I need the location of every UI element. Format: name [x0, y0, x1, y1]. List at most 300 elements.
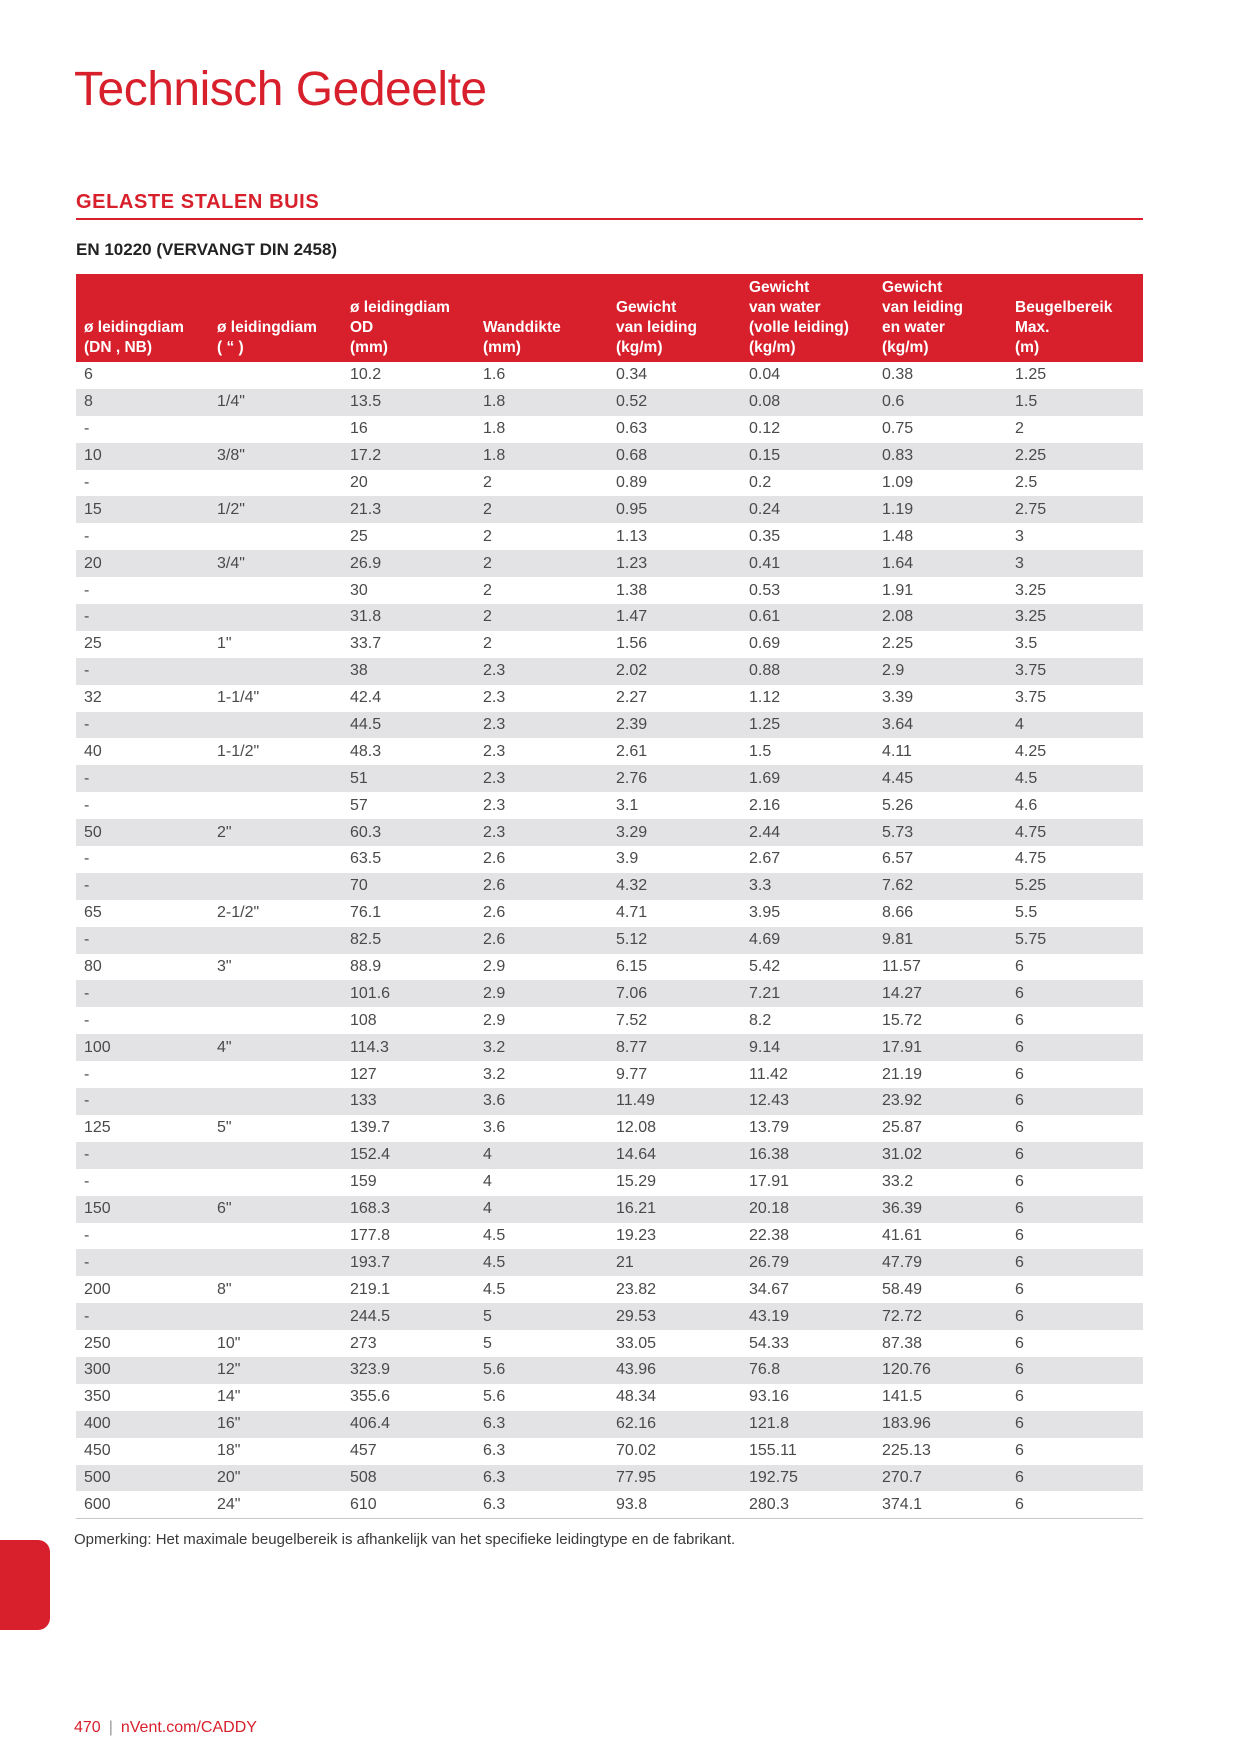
table-cell: 25	[350, 527, 368, 545]
table-cell: 8.2	[749, 1011, 772, 1029]
table-cell: 193.7	[342, 1249, 475, 1276]
table-cell: 6	[1007, 1465, 1143, 1492]
table-cell	[209, 712, 342, 739]
table-cell: 3.2	[483, 1065, 506, 1083]
table-cell: 4.5	[483, 1226, 506, 1244]
table-cell: 0.53	[749, 581, 781, 599]
table-cell: 2.16	[749, 796, 781, 814]
table-row	[76, 1034, 1143, 1061]
footer-site-link[interactable]: nVent.com/CADDY	[120, 1719, 257, 1736]
table-cell: 76.8	[741, 1357, 874, 1384]
table-cell: 41.61	[882, 1226, 923, 1244]
table-cell	[209, 577, 342, 604]
table-cell: 20.18	[741, 1196, 874, 1223]
table-cell: 3/8"	[209, 443, 342, 470]
table-cell: 6	[1007, 1142, 1143, 1169]
table-cell: 2.76	[608, 765, 741, 792]
table-row	[76, 1303, 1143, 1330]
table-cell: 4.5	[483, 1280, 506, 1298]
table-cell: 0.63	[616, 420, 648, 438]
table-cell	[209, 927, 342, 954]
table-row	[76, 550, 1143, 577]
table-cell: 4	[483, 1173, 492, 1191]
table-cell: 12.43	[741, 1088, 874, 1115]
table-row	[76, 496, 1143, 523]
table-cell: 6	[1015, 1388, 1024, 1406]
table-row	[76, 1330, 1143, 1357]
table-cell: 355.6	[350, 1388, 391, 1406]
table-cell: 12.08	[616, 1119, 657, 1137]
table-row	[76, 1061, 1143, 1088]
table-cell: 6"	[209, 1196, 342, 1223]
table-cell: 6	[1007, 1411, 1143, 1438]
table-cell: -	[76, 980, 209, 1007]
table-cell: 2.3	[483, 796, 506, 814]
table-row	[76, 1196, 1143, 1223]
table-cell: 63.5	[350, 850, 382, 868]
table-cell: 72.72	[874, 1303, 1007, 1330]
table-row	[76, 873, 1143, 900]
table-cell: 57	[350, 796, 368, 814]
table-cell: 0.2	[749, 474, 772, 491]
table-cell: 3.2	[475, 1034, 608, 1061]
table-cell: 4	[475, 1196, 608, 1223]
table-cell: 4	[475, 1142, 608, 1169]
table-cell: 2.6	[483, 904, 506, 922]
table-cell: 6.3	[475, 1491, 608, 1518]
table-cell: 40	[84, 742, 102, 760]
table-cell: 2.27	[616, 689, 648, 707]
table-cell: 244.5	[342, 1303, 475, 1330]
table-cell: 34.67	[749, 1280, 790, 1298]
table-cell: 7.21	[741, 980, 874, 1007]
table-cell: 6	[1007, 1034, 1143, 1061]
table-cell: 600	[76, 1491, 209, 1518]
table-cell: 3.5	[1015, 635, 1038, 653]
table-cell: 23.82	[616, 1280, 657, 1298]
table-cell: 50	[76, 819, 209, 846]
table-cell: 6	[84, 366, 93, 384]
table-cell: 31.8	[342, 604, 475, 631]
table-cell: 150	[76, 1196, 209, 1223]
table-cell: -	[84, 1173, 90, 1191]
table-cell	[209, 362, 342, 389]
table-cell: 1/2"	[209, 496, 342, 523]
table-cell: 62.16	[608, 1411, 741, 1438]
table-cell: 2"	[209, 819, 342, 846]
table-cell: 4.6	[1015, 796, 1038, 814]
table-cell: 2	[475, 496, 608, 523]
table-cell: 17.91	[874, 1034, 1007, 1061]
table-cell: 3.9	[616, 850, 639, 868]
table-cell: 1.12	[749, 689, 781, 707]
table-cell: 225.13	[882, 1442, 931, 1460]
table-cell: 6	[1007, 1491, 1143, 1518]
table-cell: 15	[76, 496, 209, 523]
table-cell: 508	[342, 1465, 475, 1492]
table-row	[76, 658, 1143, 685]
table-cell: 65	[84, 904, 102, 922]
table-row	[76, 443, 1143, 470]
table-cell: 2-1/2"	[217, 904, 260, 922]
table-cell: 6	[1015, 1280, 1024, 1298]
table-cell: 9.14	[741, 1034, 874, 1061]
table-cell: 11.49	[608, 1088, 741, 1115]
table-row	[76, 1491, 1143, 1518]
table-cell: 43.19	[741, 1303, 874, 1330]
table-cell: 30	[350, 581, 368, 599]
table-cell: 2.67	[749, 850, 781, 868]
table-cell: -	[84, 1226, 90, 1244]
table-cell: 2	[483, 581, 492, 599]
column-header: Gewicht van leiding en water (kg/m)	[874, 274, 1007, 362]
table-cell: 87.38	[882, 1334, 923, 1352]
table-cell: 133	[342, 1088, 475, 1115]
table-cell: 300	[76, 1357, 209, 1384]
column-header: Wanddikte (mm)	[475, 274, 608, 362]
column-header: Beugelbereik Max. (m)	[1007, 274, 1143, 362]
table-cell: 2.25	[882, 635, 914, 653]
table-cell: 7.62	[874, 873, 1007, 900]
table-cell: 1.6	[483, 366, 506, 384]
table-cell: 6	[1007, 1196, 1143, 1223]
header-row	[76, 274, 1143, 362]
table-cell: 16"	[209, 1411, 342, 1438]
table-cell: 2.3	[475, 765, 608, 792]
table-cell: 5.6	[475, 1357, 608, 1384]
table-cell: 1/4"	[209, 389, 342, 416]
table-cell: 3.64	[874, 712, 1007, 739]
table-row	[76, 685, 1143, 712]
table-cell: 4.5	[475, 1249, 608, 1276]
table-cell: 168.3	[342, 1196, 475, 1223]
table-cell: 0.6	[874, 389, 1007, 416]
table-cell	[209, 416, 342, 443]
table-cell: 127	[350, 1065, 377, 1083]
table-cell: 270.7	[874, 1465, 1007, 1492]
table-cell: 2.9	[483, 958, 506, 976]
table-cell: -	[76, 1303, 209, 1330]
table-cell	[209, 658, 342, 685]
table-cell: 25.87	[882, 1119, 923, 1137]
table-cell: -	[76, 604, 209, 631]
table-cell: 114.3	[342, 1034, 475, 1061]
table-cell: 108	[350, 1011, 377, 1029]
table-row	[76, 1384, 1143, 1411]
table-cell: 350	[84, 1388, 111, 1406]
table-cell: 9.77	[616, 1065, 648, 1083]
table-cell: 4.5	[1007, 765, 1143, 792]
table-cell: 6	[1015, 1226, 1024, 1244]
table-row	[76, 954, 1143, 981]
table-cell: 1.8	[475, 443, 608, 470]
table-cell: 1.48	[882, 527, 914, 545]
table-cell: 6	[1007, 1249, 1143, 1276]
table-cell: -	[84, 850, 90, 868]
table-row	[76, 604, 1143, 631]
table-cell: 4.71	[616, 904, 648, 922]
table-cell: 6.3	[475, 1411, 608, 1438]
table-cell: 11.42	[749, 1065, 788, 1083]
table-cell: 60.3	[342, 819, 475, 846]
pipe-spec-table	[76, 274, 1143, 1519]
column-header: ø leidingdiam (DN , NB)	[76, 274, 209, 362]
table-cell: 33.2	[882, 1173, 914, 1191]
table-cell: -	[76, 873, 209, 900]
table-cell: 25	[84, 635, 102, 653]
table-cell: 8.66	[882, 904, 914, 922]
table-cell: 100	[76, 1034, 209, 1061]
table-cell: -	[76, 658, 209, 685]
table-cell: 6	[1007, 980, 1143, 1007]
table-cell: 9.81	[874, 927, 1007, 954]
table-cell: 6	[1007, 1303, 1143, 1330]
table-cell: 8"	[217, 1280, 232, 1298]
table-header	[76, 274, 1143, 362]
table-row	[76, 792, 1143, 819]
table-cell: 3	[1015, 527, 1024, 545]
table-cell: 1.47	[608, 604, 741, 631]
table-cell: 13.79	[749, 1119, 790, 1137]
table-cell: -	[84, 474, 90, 491]
column-header: Gewicht van water (volle leiding) (kg/m)	[741, 274, 874, 362]
table-cell: 192.75	[741, 1465, 874, 1492]
table-cell: 3.1	[616, 796, 639, 814]
table-cell: 2.9	[475, 980, 608, 1007]
table-cell: 93.16	[749, 1388, 790, 1406]
table-cell: 16.21	[608, 1196, 741, 1223]
table-cell: 0.04	[749, 366, 781, 384]
table-cell: 219.1	[350, 1280, 391, 1298]
table-cell: -	[76, 712, 209, 739]
table-cell: 3	[1007, 550, 1143, 577]
table-cell: 1.09	[882, 474, 914, 491]
table-cell: 323.9	[342, 1357, 475, 1384]
table-cell	[209, 1249, 342, 1276]
table-row	[76, 1007, 1143, 1034]
table-cell: 13.5	[342, 389, 475, 416]
column-header: ø leidingdiam OD (mm)	[342, 274, 475, 362]
table-cell: 47.79	[874, 1249, 1007, 1276]
table-cell	[209, 980, 342, 1007]
table-cell: 93.8	[608, 1491, 741, 1518]
table-cell: 6.3	[483, 1442, 506, 1460]
table-cell: 54.33	[749, 1334, 790, 1352]
table-cell: 5.12	[608, 927, 741, 954]
table-cell: 3.39	[882, 689, 914, 707]
table-row	[76, 738, 1143, 765]
table-cell: 3.29	[608, 819, 741, 846]
table-cell: 82.5	[342, 927, 475, 954]
table-cell: 7.06	[608, 980, 741, 1007]
table-cell: 101.6	[342, 980, 475, 1007]
table-cell: 24"	[209, 1491, 342, 1518]
table-cell: 48.34	[616, 1388, 657, 1406]
table-cell: 10	[76, 443, 209, 470]
table-cell: 2	[475, 550, 608, 577]
page-title: Technisch Gedeelte	[74, 63, 487, 116]
table-cell: 14.64	[608, 1142, 741, 1169]
table-cell: 3/4"	[209, 550, 342, 577]
table-cell: 58.49	[882, 1280, 923, 1298]
table-cell: 0.69	[749, 635, 781, 653]
column-header: Gewicht van leiding (kg/m)	[608, 274, 741, 362]
table-cell: 3.6	[483, 1119, 506, 1137]
table-cell: 22.38	[749, 1226, 790, 1244]
table-cell	[209, 523, 342, 550]
table-cell: 500	[76, 1465, 209, 1492]
table-cell	[209, 1061, 342, 1088]
table-cell: 6	[1007, 1357, 1143, 1384]
table-cell	[209, 846, 342, 873]
table-cell: 2.3	[475, 819, 608, 846]
table-cell: 0.68	[608, 443, 741, 470]
table-cell: 0.34	[616, 366, 648, 384]
table-cell: 32	[84, 689, 102, 707]
standard-subtitle: EN 10220 (VERVANGT DIN 2458)	[76, 240, 338, 259]
table-cell: 250	[84, 1334, 111, 1352]
table-cell: 5	[475, 1303, 608, 1330]
table-cell: 3.75	[1015, 689, 1047, 707]
table-cell: 17.91	[749, 1173, 790, 1191]
table-cell: 152.4	[342, 1142, 475, 1169]
table-row	[76, 1169, 1143, 1196]
table-cell: 2.6	[475, 873, 608, 900]
table-cell: 1.69	[741, 765, 874, 792]
table-cell: 139.7	[350, 1119, 391, 1137]
table-row	[76, 900, 1143, 927]
table-cell	[209, 1007, 342, 1034]
table-cell: 42.4	[350, 689, 382, 707]
table-cell: 2.39	[608, 712, 741, 739]
table-cell: -	[84, 527, 90, 545]
table-cell: -	[84, 1011, 90, 1029]
table-cell: 2.3	[475, 658, 608, 685]
table-cell: 2.9	[483, 1011, 506, 1029]
table-cell: 0.41	[741, 550, 874, 577]
table-cell: 15.29	[616, 1173, 657, 1191]
table-cell: 19.23	[616, 1226, 657, 1244]
table-cell: 3.75	[1007, 658, 1143, 685]
table-cell: -	[76, 1249, 209, 1276]
table-cell: 2.3	[483, 689, 506, 707]
table-body	[76, 362, 1143, 1519]
table-cell: 450	[84, 1442, 111, 1460]
table-cell: 23.92	[874, 1088, 1007, 1115]
footnote: Opmerking: Het maximale beugelbereik is afhankelijk van het specifieke leidingtype en de fabrikant.	[74, 1531, 736, 1548]
side-tab-marker	[0, 1540, 50, 1630]
table-row	[76, 1249, 1143, 1276]
table-cell: 2.5	[1015, 474, 1038, 491]
table-cell	[209, 1223, 342, 1250]
table-row	[76, 362, 1143, 389]
table-cell: 51	[342, 765, 475, 792]
table-row	[76, 523, 1143, 550]
table-cell: 4.75	[1007, 819, 1143, 846]
table-cell: 2.9	[874, 658, 1007, 685]
table-cell: 0.35	[749, 527, 781, 545]
table-cell	[209, 1303, 342, 1330]
table-cell: 8.77	[608, 1034, 741, 1061]
table-cell: 11.57	[882, 958, 921, 976]
table-cell: 1.5	[749, 742, 772, 760]
table-cell: 0.95	[608, 496, 741, 523]
table-cell: 4.75	[1015, 850, 1047, 868]
table-cell: 2.02	[608, 658, 741, 685]
table-cell: 15.72	[882, 1011, 923, 1029]
table-cell: 0.88	[741, 658, 874, 685]
table-row	[76, 1088, 1143, 1115]
table-cell: 3.3	[741, 873, 874, 900]
table-cell: 4.25	[1015, 742, 1047, 760]
table-cell	[209, 604, 342, 631]
table-cell: 6	[1015, 1011, 1024, 1029]
table-row	[76, 631, 1143, 658]
table-cell: 3.25	[1015, 581, 1047, 599]
table-cell: 10.2	[350, 366, 382, 384]
table-cell: 5.26	[882, 796, 914, 814]
table-cell: 5.73	[874, 819, 1007, 846]
table-cell	[209, 873, 342, 900]
table-cell: 20	[350, 474, 368, 491]
table-cell: 183.96	[874, 1411, 1007, 1438]
table-cell: -	[84, 420, 90, 438]
table-cell: 18"	[217, 1442, 241, 1460]
table-cell: 70.02	[616, 1442, 657, 1460]
table-cell: 3.95	[749, 904, 781, 922]
table-cell: 120.76	[874, 1357, 1007, 1384]
table-cell: 1.19	[874, 496, 1007, 523]
table-row	[76, 819, 1143, 846]
table-cell: 0.15	[741, 443, 874, 470]
table-cell: 31.02	[874, 1142, 1007, 1169]
table-row	[76, 980, 1143, 1007]
table-cell: 0.83	[874, 443, 1007, 470]
table-cell: 4.69	[741, 927, 874, 954]
table-cell: 6	[1007, 1088, 1143, 1115]
table-cell: 33.05	[616, 1334, 657, 1352]
page-footer	[74, 1719, 257, 1737]
table-cell: 29.53	[608, 1303, 741, 1330]
table-cell: 6.57	[882, 850, 914, 868]
table-cell: 43.96	[608, 1357, 741, 1384]
section-title: GELASTE STALEN BUIS	[76, 191, 320, 213]
table-cell: 5.42	[749, 958, 781, 976]
table-cell	[209, 1142, 342, 1169]
table-cell: 1.13	[616, 527, 648, 545]
table-cell: 1.8	[475, 389, 608, 416]
table-cell: 33.7	[350, 635, 382, 653]
table-cell: 4"	[209, 1034, 342, 1061]
table-cell: 0.52	[608, 389, 741, 416]
table-cell: 10"	[217, 1334, 241, 1352]
table-row	[76, 577, 1143, 604]
table-row	[76, 389, 1143, 416]
table-cell: 6	[1015, 1334, 1024, 1352]
section-divider	[76, 218, 1143, 220]
table-cell: 1.25	[741, 712, 874, 739]
table-cell: 21	[608, 1249, 741, 1276]
table-cell: 16.38	[741, 1142, 874, 1169]
table-row	[76, 712, 1143, 739]
table-cell: 141.5	[882, 1388, 923, 1406]
table-cell: 125	[84, 1119, 111, 1137]
table-cell: 159	[350, 1173, 377, 1191]
table-cell: 2.3	[483, 742, 506, 760]
table-cell: 20	[76, 550, 209, 577]
table-cell: 44.5	[342, 712, 475, 739]
table-cell: 0.75	[882, 420, 914, 438]
